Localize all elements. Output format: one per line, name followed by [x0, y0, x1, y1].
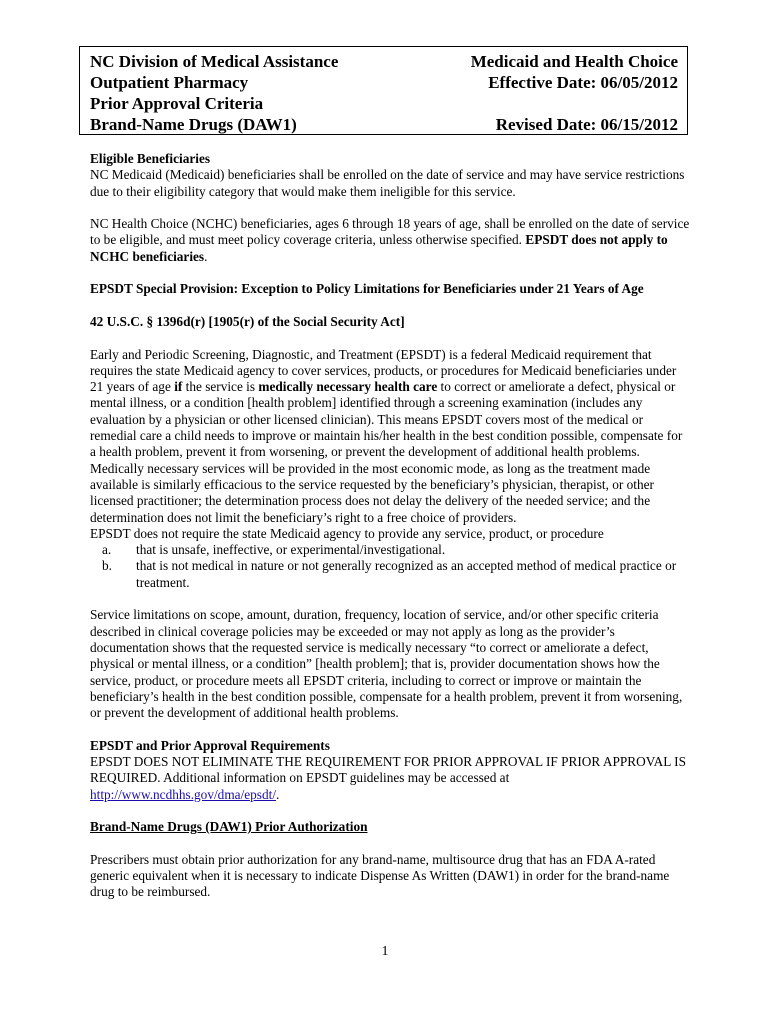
nchc-bold-text: EPSDT does not apply to NCHC beneficiaries: [90, 232, 668, 264]
header-criteria: Prior Approval Criteria: [90, 94, 264, 113]
epsdt-para-part2: the service is: [182, 379, 259, 395]
list-marker: a.: [102, 542, 112, 558]
header-box: [79, 46, 688, 135]
service-limitations-text: Service limitations on scope, amount, duration, frequency, location of service, and/or other specific criteria described in clinical coverage policies may be exceeded or may not apply as long as the provider’s documentation shows that the requested service is medically necessary “to correct or ameliorate a defect, physical or mental illness, or a condition” [health problem]; that is, provider documentation shows how the service, product, or procedure meets all EPSDT criteria, including to correct or improve or maintain the beneficiary’s health in the best condition possible, compensate for a health problem, prevent it from worsening, or prevent the development of additional health problems.: [90, 607, 683, 721]
header-revised-date: Revised Date: 06/15/2012: [495, 115, 678, 134]
epsdt-special-heading: EPSDT Special Provision: Exception to Policy Limitations for Beneficiaries under 21 Years of Age: [90, 281, 644, 297]
document-body: [90, 151, 690, 901]
eligible-heading: Eligible Beneficiaries: [90, 151, 211, 166]
daw1-heading: Brand-Name Drugs (DAW1) Prior Authorization: [90, 819, 368, 835]
list-text: that is unsafe, ineffective, or experimental/investigational.: [136, 542, 446, 558]
list-marker: b.: [102, 558, 112, 574]
list-text: that is not medical in nature or not generally recognized as an accepted method of medical practice or treatment.: [136, 558, 677, 590]
list-item: [90, 542, 690, 558]
epsdt-citation: 42 U.S.C. § 1396d(r) [1905(r) of the Social Security Act]: [90, 313, 405, 329]
epsdt-guidelines-link[interactable]: http://www.ncdhhs.gov/dma/epsdt/: [90, 786, 277, 802]
nchc-eligibility-text: [90, 216, 690, 265]
prior-approval-text: [90, 754, 690, 803]
epsdt-not-require-text: EPSDT does not require the state Medicaid agency to provide any service, product, or procedure: [90, 525, 604, 541]
epsdt-paragraph: [90, 347, 690, 526]
prior-approval-heading: EPSDT and Prior Approval Requirements: [90, 737, 330, 753]
daw1-text: Prescribers must obtain prior authorization for any brand-name, multisource drug that has an FDA A-rated generic equivalent when it is necessary to indicate Dispense As Written (DAW1) in order for the brand-name drug to be reimbursed.: [90, 851, 670, 900]
medicaid-eligibility-text: NC Medicaid (Medicaid) beneficiaries shall be enrolled on the date of service and may have service restrictions due to their eligibility category that would make them ineligible for this service.: [90, 167, 685, 199]
header-agency: NC Division of Medical Assistance: [90, 52, 339, 71]
header-drug-title: Brand-Name Drugs (DAW1): [90, 115, 297, 134]
list-item: [90, 558, 690, 591]
header-effective-date: Effective Date: 06/05/2012: [488, 73, 678, 92]
prior-approval-end: .: [276, 786, 280, 802]
prior-approval-body: EPSDT DOES NOT ELIMINATE THE REQUIREMENT FOR PRIOR APPROVAL IF PRIOR APPROVAL IS REQUIRED. Additional information on EPSDT guidelines may be accessed at: [90, 753, 686, 786]
epsdt-para-part1: Early and Periodic Screening, Diagnostic, and Treatment (EPSDT) is a federal Medicaid requirement that requires the state Medicaid agency to cover services, products, or procedures for Medicaid beneficiaries under 21 years of age: [90, 346, 677, 395]
epsdt-para-bold-medically-necessary: medically necessary health care: [258, 379, 438, 395]
nchc-end: .: [204, 248, 208, 264]
page-number: 1: [381, 944, 389, 959]
epsdt-para-bold-if: if: [174, 379, 183, 395]
header-coverage: Medicaid and Health Choice: [470, 52, 678, 71]
epsdt-para-part3: to correct or ameliorate a defect, physical or mental illness, or a condition [health problem] identified through a screening examination (includes any evaluation by a physician or other licensed clinician). This means EPSDT covers most of the medical or remedial care a child needs to improve or maintain his/her health in the best condition possible, compensate for a health problem, prevent it from worsening, or prevent the development of additional health problems. Medically necessary services will be provided in the most economic mode, as long as the treatment made available is similarly efficacious to the service requested by the beneficiary’s physician, therapist, or other licensed practitioner; the determination process does not delay the delivery of the needed service; and the determination does not limit the beneficiary’s right to a free choice of providers.: [90, 379, 683, 525]
header-program: Outpatient Pharmacy: [90, 73, 249, 92]
nchc-text: NC Health Choice (NCHC) beneficiaries, ages 6 through 18 years of age, shall be enrolled on the date of service to be eligible, and must meet policy coverage criteria, unless otherwise specified.: [90, 216, 690, 248]
